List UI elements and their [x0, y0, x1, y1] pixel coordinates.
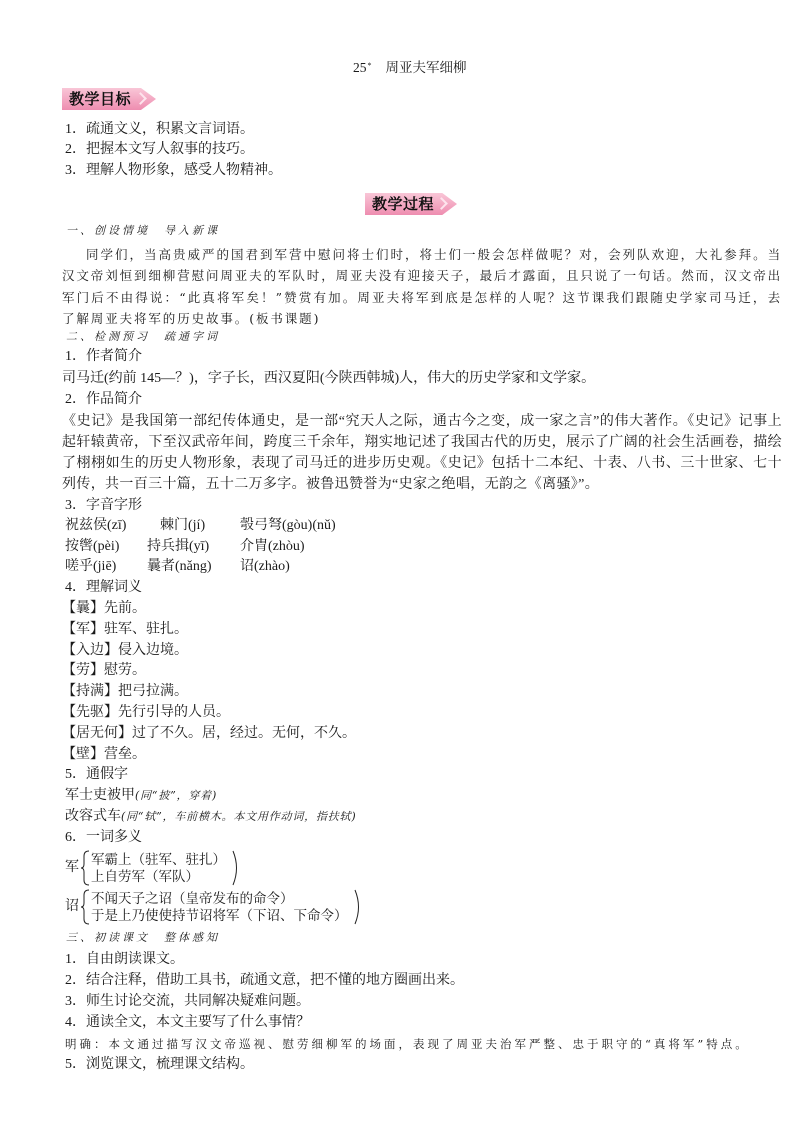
vocab-meaning: 驻军、驻扎。 — [104, 622, 188, 637]
lesson-name: 周亚夫军细柳 — [385, 60, 467, 75]
subsection-label: 2．作品简介 — [65, 392, 142, 407]
vocab-item — [62, 745, 146, 765]
vocab-meaning: 先行引导的人员。 — [118, 705, 230, 720]
section-heading: 三、初读课文 整体感知 — [66, 931, 220, 944]
pronunciation-cell: 棘门(jí) — [160, 518, 206, 533]
vocab-item — [62, 703, 230, 723]
vocab-term: 【壁】 — [62, 747, 104, 762]
process-banner — [365, 193, 457, 215]
vocab-item — [62, 661, 146, 681]
objective-item: 2．把握本文写人叙事的技巧。 — [65, 142, 254, 157]
vocab-item — [62, 724, 356, 744]
pronunciation-cell: 彀弓弩(gòu)(nǔ) — [240, 518, 336, 533]
pronunciation-cell: 嗟乎(jiē) — [65, 559, 117, 574]
vocab-meaning: 营垒。 — [104, 747, 146, 762]
polysemy-group — [65, 850, 240, 886]
pronunciation-cell: 曩者(nǎng) — [147, 559, 212, 574]
vocab-term: 【军】 — [62, 622, 104, 637]
tongjia-item — [65, 807, 356, 827]
objective-item: 3．理解人物形象，感受人物精神。 — [65, 163, 282, 178]
vocab-meaning: 侵入边境。 — [118, 643, 188, 658]
subsection-label: 6．一词多义 — [65, 830, 142, 845]
polysemy-char: 诏 — [65, 899, 79, 914]
objectives-banner-label: 教学目标 — [69, 90, 132, 108]
author-intro-text: 司马迁(约前 145—？)，字子长，西汉夏阳(今陕西韩城)人，伟大的历史学家和文学家。 — [62, 371, 596, 386]
step-item: 4．通读全文，本文主要写了什么事情？ — [65, 1015, 310, 1030]
tongjia-note: (同“披”，穿着) — [135, 789, 218, 802]
vocab-meaning: 把弓拉满。 — [118, 684, 188, 699]
vocab-item — [62, 599, 146, 619]
vocab-item — [62, 682, 188, 702]
step-item: 5．浏览课文，梳理课文结构。 — [65, 1057, 254, 1072]
pronunciation-cell: 诏(zhào) — [240, 559, 290, 574]
objectives-banner — [62, 88, 156, 110]
pronunciation-cell: 按辔(pèi) — [65, 539, 120, 554]
polysemy-group — [65, 889, 362, 925]
tongjia-text: 军士吏被甲 — [65, 788, 135, 803]
vocab-term: 【入边】 — [62, 643, 118, 658]
objective-item: 1．疏通文义，积累文言词语。 — [65, 122, 254, 137]
subsection-label: 1．作者简介 — [65, 349, 142, 364]
vocab-term: 【持满】 — [62, 684, 118, 699]
subsection-label: 4．理解词义 — [65, 580, 142, 595]
tongjia-note: (同“轼”，车前横木。本文用作动词，指扶轼) — [121, 810, 357, 823]
section-heading: 一、创设情境 导入新课 — [66, 224, 220, 237]
tongjia-text: 改容式车 — [65, 809, 121, 824]
intro-paragraph: 同学们，当高贵威严的国君到军营中慰问将士们时，将士们一般会怎样做呢？对，会列队欢迎，大礼参拜。当汉文帝刘恒到细柳营慰问周亚夫的军队时，周亚夫没有迎接天子，最后才露面，且只说了一句话。然而，汉文帝出军门后不由得说：“此真将军矣！”赞赏有加。周亚夫将军到底是怎样的人呢？这节课我们跟随史学家司马迁，去了解周亚夫将军的历史故事。(板书课题) — [62, 247, 783, 326]
step-item: 3．师生讨论交流，共同解决疑难问题。 — [65, 994, 310, 1009]
polysemy-lines — [91, 851, 226, 885]
left-brace-icon — [80, 850, 90, 886]
polysemy-line: 上自劳军（军队） — [91, 869, 199, 884]
pronunciation-cell: 持兵揖(yī) — [147, 539, 210, 554]
right-paren-icon — [232, 850, 240, 886]
lesson-number: 25 — [353, 60, 367, 75]
pronunciation-cell: 介胄(zhòu) — [240, 539, 305, 554]
left-brace-icon — [80, 889, 90, 925]
subsection-label: 3．字音字形 — [65, 498, 142, 513]
polysemy-char: 军 — [65, 860, 79, 875]
vocab-meaning: 先前。 — [104, 601, 146, 616]
step-item: 2．结合注释，借助工具书，疏通文意，把不懂的地方圈画出来。 — [65, 973, 464, 988]
polysemy-line: 不闻天子之诏（皇帝发布的命令） — [91, 891, 294, 906]
answer-text: 明确：本文通过描写汉文帝巡视、慰劳细柳军的场面，表现了周亚夫治军严整、忠于职守的“真将军”特点。 — [65, 1037, 750, 1051]
polysemy-lines — [91, 890, 348, 924]
right-paren-icon — [354, 889, 362, 925]
vocab-meaning: 慰劳。 — [104, 663, 146, 678]
vocab-term: 【劳】 — [62, 663, 104, 678]
left-brace-path — [81, 890, 89, 924]
pronunciation-cell: 祝兹侯(zī) — [65, 518, 127, 533]
subsection-label: 5．通假字 — [65, 767, 128, 782]
right-paren-path — [233, 851, 237, 885]
vocab-meaning: 过了不久。居，经过。无何，不久。 — [132, 726, 356, 741]
lesson-title — [353, 58, 467, 78]
work-intro-paragraph: 《史记》是我国第一部纪传体通史，是一部“究天人之际，通古今之变，成一家之言”的伟大著作。《史记》记事上起轩辕黄帝，下至汉武帝年间，跨度三千余年，翔实地记述了我国古代的历史，展示了广阔的社会生活画卷，描绘了栩栩如生的历史人物形象，表现了司马迁的进步历史观。《史记》包括十二本纪、十表、八书、三十世家、七十列传，共一百三十篇，五十二万多字。被鲁迅赞誉为“史家之绝唱，无韵之《离骚》”。 — [62, 413, 782, 493]
process-banner-label: 教学过程 — [372, 195, 435, 213]
lesson-mark: * — [367, 61, 372, 70]
vocab-item — [62, 641, 188, 661]
step-item: 1．自由朗读课文。 — [65, 952, 184, 967]
vocab-term: 【居无何】 — [62, 726, 132, 741]
vocab-item — [62, 620, 188, 640]
polysemy-line: 军霸上（驻军、驻扎） — [91, 852, 226, 867]
vocab-term: 【先驱】 — [62, 705, 118, 720]
tongjia-item — [65, 786, 217, 806]
vocab-term: 【曩】 — [62, 601, 104, 616]
left-brace-path — [81, 851, 89, 885]
polysemy-line: 于是上乃使使持节诏将军（下诏、下命令） — [91, 908, 348, 923]
section-heading: 二、检测预习 疏通字词 — [66, 330, 220, 343]
right-paren-path — [355, 890, 359, 924]
